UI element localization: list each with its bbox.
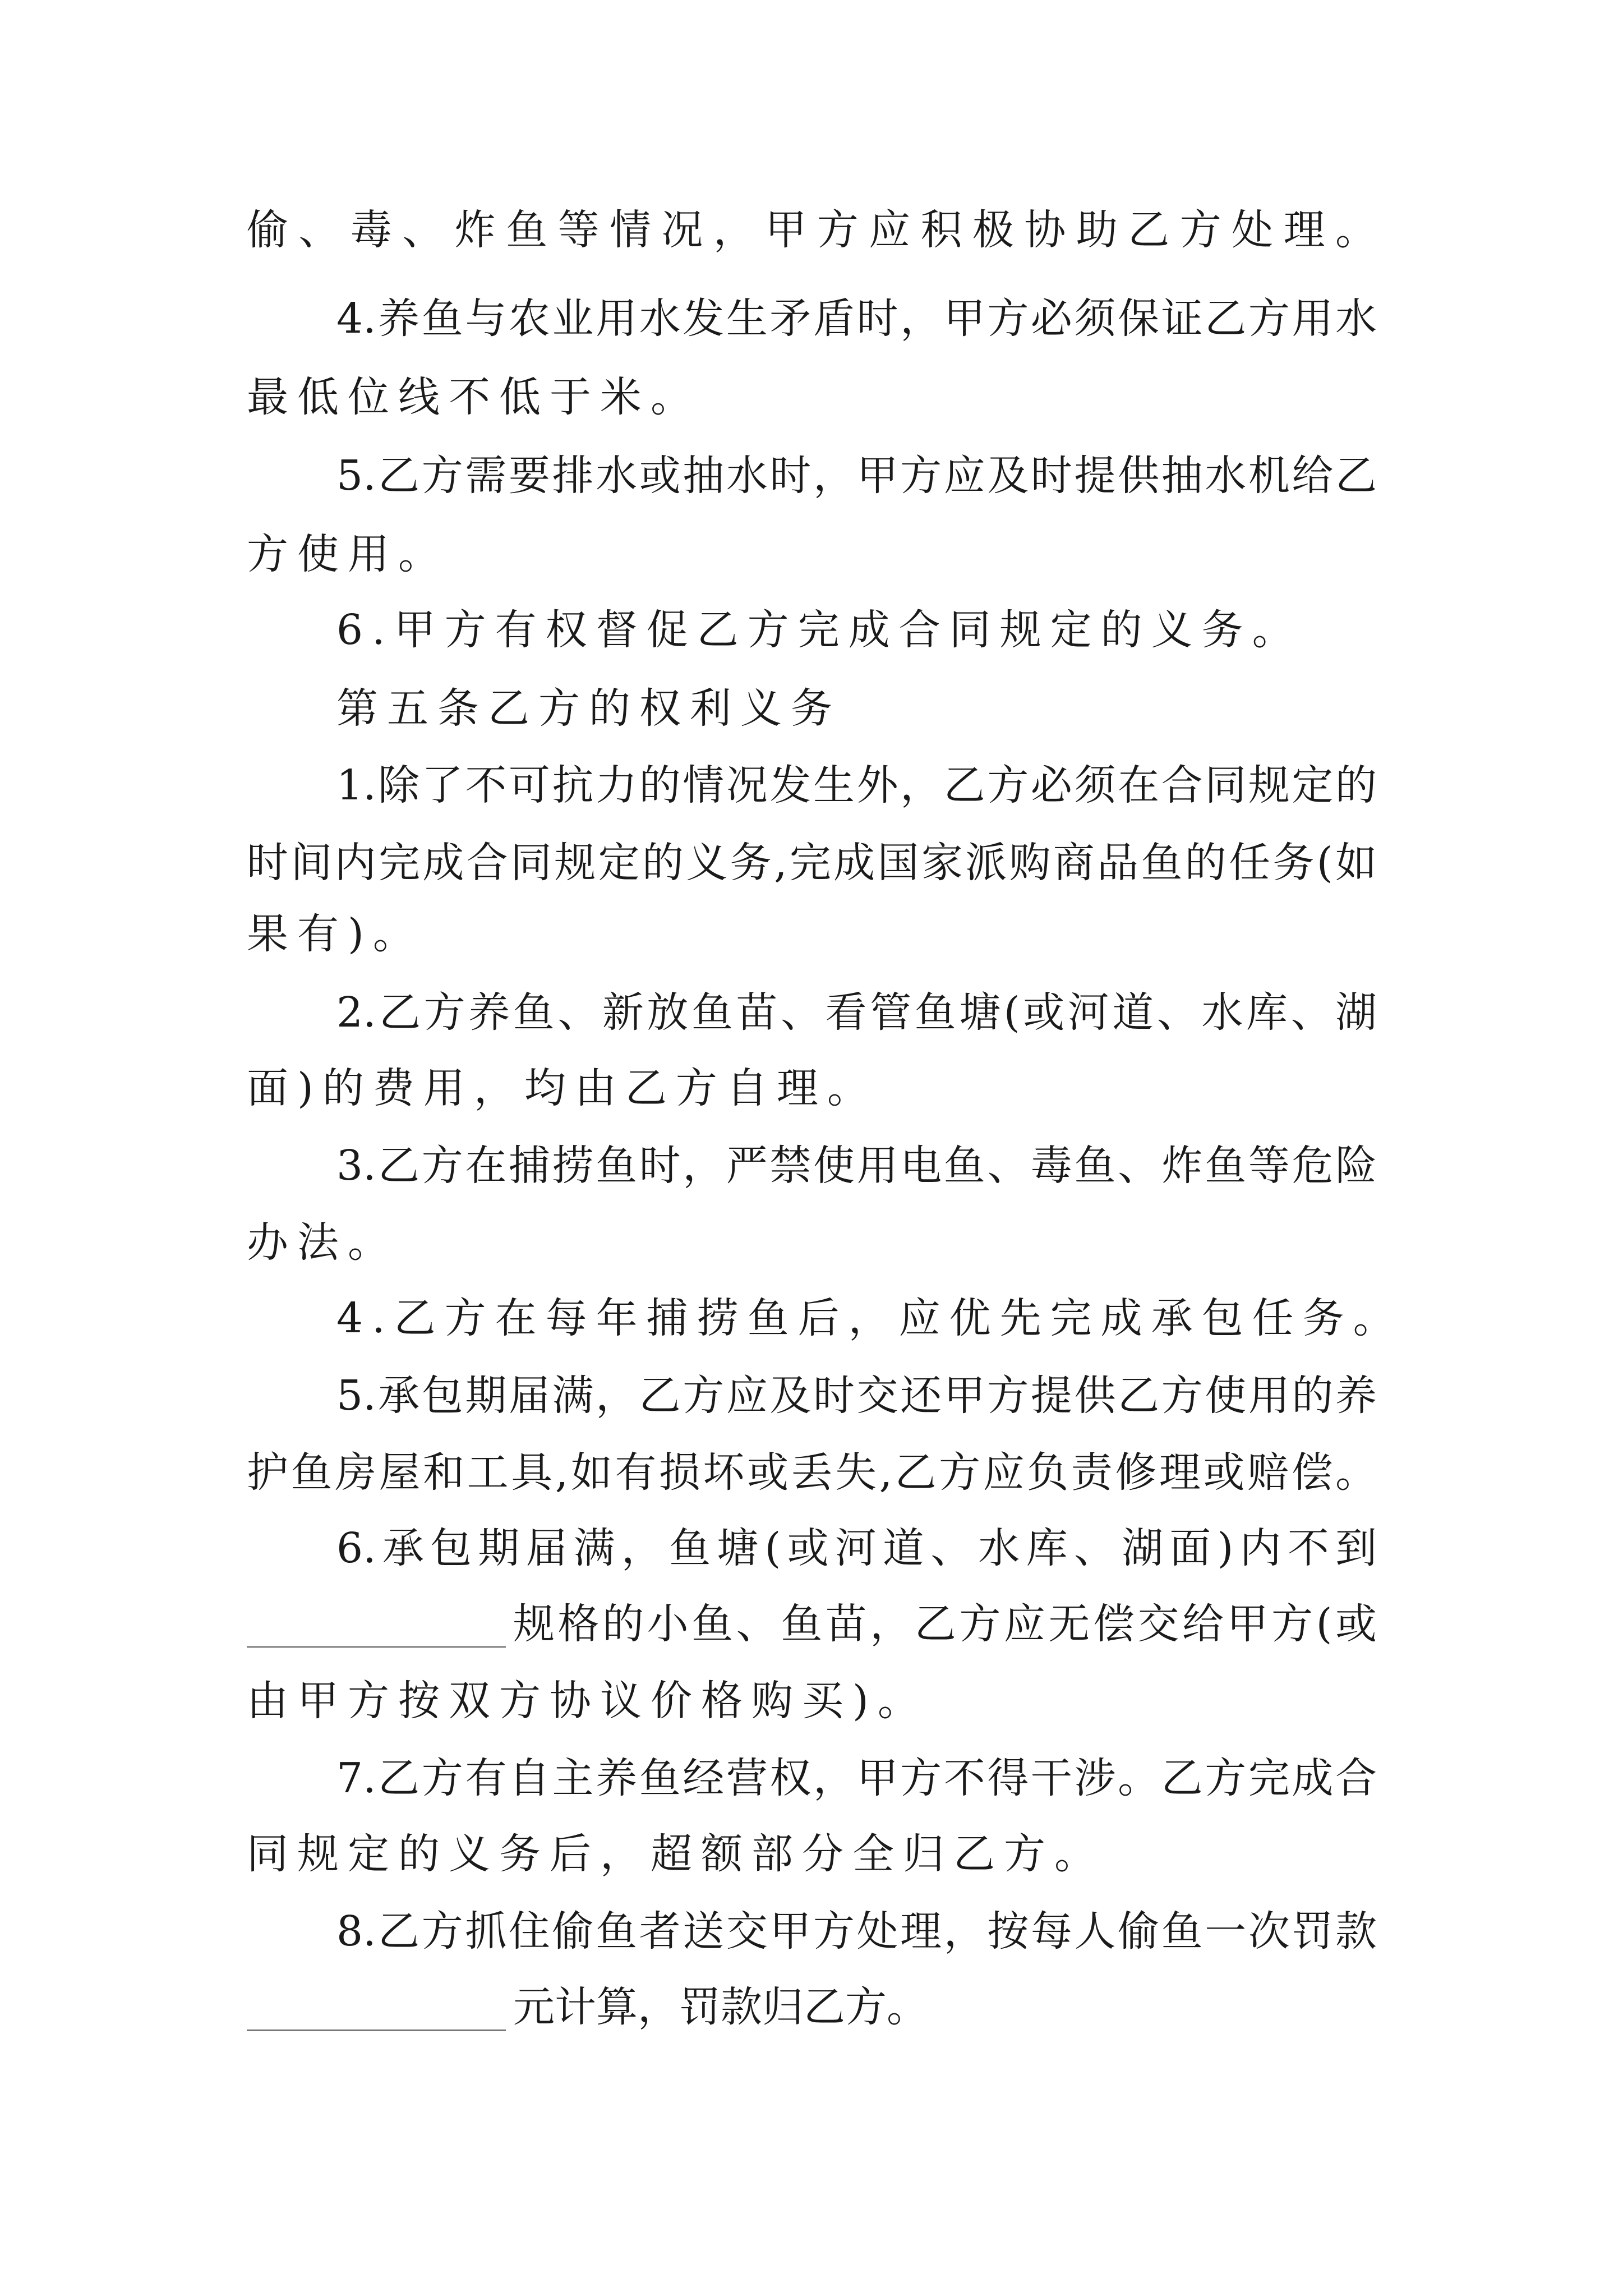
text-line: 5.承包期届满，乙方应及时交还甲方提供乙方使用的养 xyxy=(336,1372,1377,1420)
text-line: 果有)。 xyxy=(247,910,423,958)
text-line: 由甲方按双方协议价格购买)。 xyxy=(247,1677,928,1725)
text-line: 时间内完成合同规定的义务,完成国家派购商品鱼的任务(如 xyxy=(247,839,1377,887)
section-heading: 第五条乙方的权利义务 xyxy=(336,684,841,733)
text-line: 办法。 xyxy=(247,1218,398,1267)
text-line: 同规定的义务后，超额部分全归乙方。 xyxy=(247,1830,1105,1878)
text-line: 方使用。 xyxy=(247,530,449,578)
text-line: 6.承包期届满，鱼塘(或河道、水库、湖面)内不到 xyxy=(336,1524,1377,1572)
text-line: 偷、毒、炸鱼等情况，甲方应积极协助乙方处理。 xyxy=(247,206,1377,254)
text-line: 7.乙方有自主养鱼经营权，甲方不得干涉。乙方完成合 xyxy=(336,1754,1377,1802)
text-line: 最低位线不低于米。 xyxy=(247,373,701,421)
text-line: 护鱼房屋和工具,如有损坏或丢失,乙方应负责修理或赔偿。 xyxy=(247,1448,1377,1497)
text-line: 4.养鱼与农业用水发生矛盾时，甲方必须保证乙方用水 xyxy=(336,295,1377,343)
text-line: 2.乙方养鱼、新放鱼苗、看管鱼塘(或河道、水库、湖 xyxy=(336,988,1377,1037)
text-line: 1.除了不可抗力的情况发生外，乙方必须在合同规定的 xyxy=(336,761,1377,809)
text-line: 面)的费用，均由乙方自理。 xyxy=(247,1064,878,1112)
text-line: 5.乙方需要排水或抽水时，甲方应及时提供抽水机给乙 xyxy=(336,452,1377,500)
text-line: 6.甲方有权督促乙方完成合同规定的义务。 xyxy=(336,606,1303,654)
text-line: 3.乙方在捕捞鱼时，严禁使用电鱼、毒鱼、炸鱼等危险 xyxy=(336,1142,1377,1190)
text-line: 规格的小鱼、鱼苗，乙方应无偿交给甲方(或 xyxy=(513,1600,1377,1648)
fill-in-blank xyxy=(247,2030,506,2031)
fill-in-blank xyxy=(247,1646,506,1648)
text-line: 4.乙方在每年捕捞鱼后，应优先完成承包任务。 xyxy=(336,1294,1404,1342)
text-line: 元计算，罚款归乙方。 xyxy=(513,1983,928,2031)
text-line: 8.乙方抓住偷鱼者送交甲方处理，按每人偷鱼一次罚款 xyxy=(336,1907,1377,1955)
